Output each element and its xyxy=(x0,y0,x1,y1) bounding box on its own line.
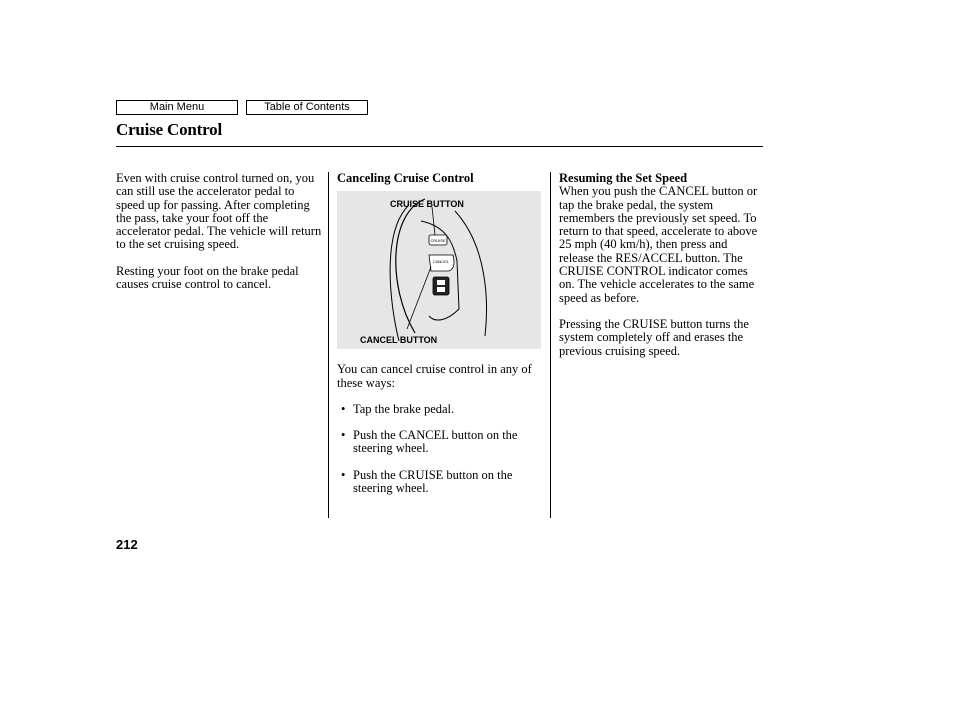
section-heading: Canceling Cruise Control xyxy=(337,171,474,185)
list-item: • Tap the brake pedal. xyxy=(341,401,455,416)
svg-text:CANCEL: CANCEL xyxy=(432,259,450,265)
column-divider xyxy=(550,172,551,518)
title-divider xyxy=(116,146,763,147)
paragraph: You can cancel cruise control in any of these ways: xyxy=(337,362,532,390)
column-divider xyxy=(328,172,329,518)
column-canceling xyxy=(337,172,543,508)
steering-wheel-illustration xyxy=(337,191,541,349)
list-item: • Push the CRUISE button on the steering wheel. xyxy=(341,467,513,496)
cruise-button-label: CRUISE BUTTON xyxy=(390,199,464,210)
list-item: • Push the CANCEL button on the steering wheel. xyxy=(341,428,518,456)
svg-text:CRUISE: CRUISE xyxy=(430,238,446,244)
page-title: Cruise Control xyxy=(116,120,222,139)
column-intro xyxy=(116,172,322,291)
steering-wheel-drawing xyxy=(337,191,541,349)
paragraph: Even with cruise control turned on, you can still use the accelerator pedal to speed up for passing. After completing the pass, take your foot off the accelerator pedal. The vehicle will return to the set cruising speed. xyxy=(116,171,322,252)
column-resuming xyxy=(559,172,763,358)
paragraph: Resting your foot on the brake pedal causes cruise control to cancel. xyxy=(116,263,299,292)
paragraph: Pressing the CRUISE button turns the system completely off and erases the previous cruising speed. xyxy=(559,316,749,358)
cancel-methods-list xyxy=(337,403,543,495)
main-menu-button[interactable]: Main Menu xyxy=(116,100,238,115)
table-of-contents-button[interactable]: Table of Contents xyxy=(246,100,368,115)
page-number: 212 xyxy=(116,537,138,552)
cancel-button-label: CANCEL BUTTON xyxy=(360,335,438,346)
section-heading: Resuming the Set Speed xyxy=(559,171,688,185)
paragraph: When you push the CANCEL button or tap the brake pedal, the system remembers the previously set speed. To return to that speed, accelerate to above 25 mph (40 km/h), then press and release the RES/ACCEL button. The CRUISE CONTROL indicator comes on. The vehicle accelerates to the same speed as before. xyxy=(559,184,758,305)
